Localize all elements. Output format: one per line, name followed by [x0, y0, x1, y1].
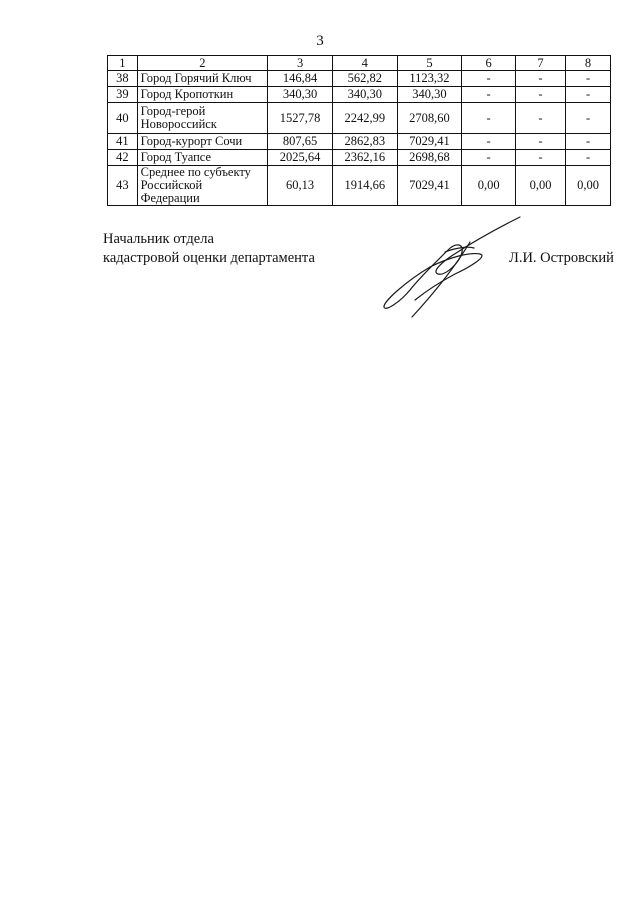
- table-row: [108, 134, 611, 150]
- header-cell: 6: [462, 56, 516, 71]
- signatory-title-line: кадастровой оценки департамента: [103, 250, 315, 266]
- row-value-5: 340,30: [397, 87, 462, 103]
- row-value-3: 2025,64: [268, 150, 333, 166]
- row-value-8: -: [566, 134, 611, 150]
- row-value-7: -: [515, 71, 565, 87]
- row-value-6: -: [462, 103, 516, 134]
- row-name: Город-курорт Сочи: [137, 134, 268, 150]
- row-value-4: 340,30: [332, 87, 397, 103]
- row-name: [137, 103, 268, 134]
- row-value-4: 2242,99: [332, 103, 397, 134]
- row-value-5: 1123,32: [397, 71, 462, 87]
- row-name-line: Российской Федерации: [140, 178, 203, 205]
- table-row: [108, 166, 611, 206]
- table-row: [108, 87, 611, 103]
- signatory-title-line: Начальник отдела: [103, 231, 214, 247]
- row-number: 42: [108, 150, 138, 166]
- row-value-7: -: [515, 134, 565, 150]
- header-cell: 7: [515, 56, 565, 71]
- row-value-4: 2362,16: [332, 150, 397, 166]
- row-value-6: -: [462, 150, 516, 166]
- row-value-7: -: [515, 150, 565, 166]
- row-value-4: 562,82: [332, 71, 397, 87]
- row-value-8: -: [566, 71, 611, 87]
- header-cell: 1: [108, 56, 138, 71]
- row-value-5: 2698,68: [397, 150, 462, 166]
- row-value-6: -: [462, 134, 516, 150]
- header-cell: 8: [566, 56, 611, 71]
- row-value-5: 7029,41: [397, 134, 462, 150]
- row-value-7: -: [515, 87, 565, 103]
- header-cell: 3: [268, 56, 333, 71]
- header-cell: 4: [332, 56, 397, 71]
- row-value-4: 2862,83: [332, 134, 397, 150]
- row-number: 40: [108, 103, 138, 134]
- row-value-6: -: [462, 87, 516, 103]
- table-header-row: [108, 56, 611, 71]
- row-value-8: -: [566, 87, 611, 103]
- table-row: [108, 150, 611, 166]
- signatory-name: Л.И. Островский: [509, 250, 614, 266]
- header-cell: 2: [137, 56, 268, 71]
- row-name-line: Новороссийск: [140, 117, 217, 131]
- row-value-3: 340,30: [268, 87, 333, 103]
- row-name-line: Город-герой: [140, 104, 206, 118]
- table-row: [108, 103, 611, 134]
- data-table: [107, 55, 611, 206]
- row-number: 43: [108, 166, 138, 206]
- row-value-7: 0,00: [515, 166, 565, 206]
- row-value-8: -: [566, 150, 611, 166]
- row-name: Город Кропоткин: [137, 87, 268, 103]
- table-row: [108, 71, 611, 87]
- row-number: 41: [108, 134, 138, 150]
- row-name: [137, 166, 268, 206]
- signatory-title: [103, 230, 315, 268]
- page-number: 3: [316, 33, 324, 49]
- header-cell: 5: [397, 56, 462, 71]
- row-number: 38: [108, 71, 138, 87]
- row-name: Город Горячий Ключ: [137, 71, 268, 87]
- row-name-line: Среднее по субъекту: [140, 165, 251, 179]
- handwritten-signature: [370, 212, 530, 322]
- row-value-5: 7029,41: [397, 166, 462, 206]
- row-value-4: 1914,66: [332, 166, 397, 206]
- row-number: 39: [108, 87, 138, 103]
- row-value-8: 0,00: [566, 166, 611, 206]
- row-value-5: 2708,60: [397, 103, 462, 134]
- row-name: Город Туапсе: [137, 150, 268, 166]
- row-value-3: 1527,78: [268, 103, 333, 134]
- row-value-3: 146,84: [268, 71, 333, 87]
- row-value-3: 807,65: [268, 134, 333, 150]
- row-value-8: -: [566, 103, 611, 134]
- row-value-6: -: [462, 71, 516, 87]
- row-value-3: 60,13: [268, 166, 333, 206]
- row-value-7: -: [515, 103, 565, 134]
- row-value-6: 0,00: [462, 166, 516, 206]
